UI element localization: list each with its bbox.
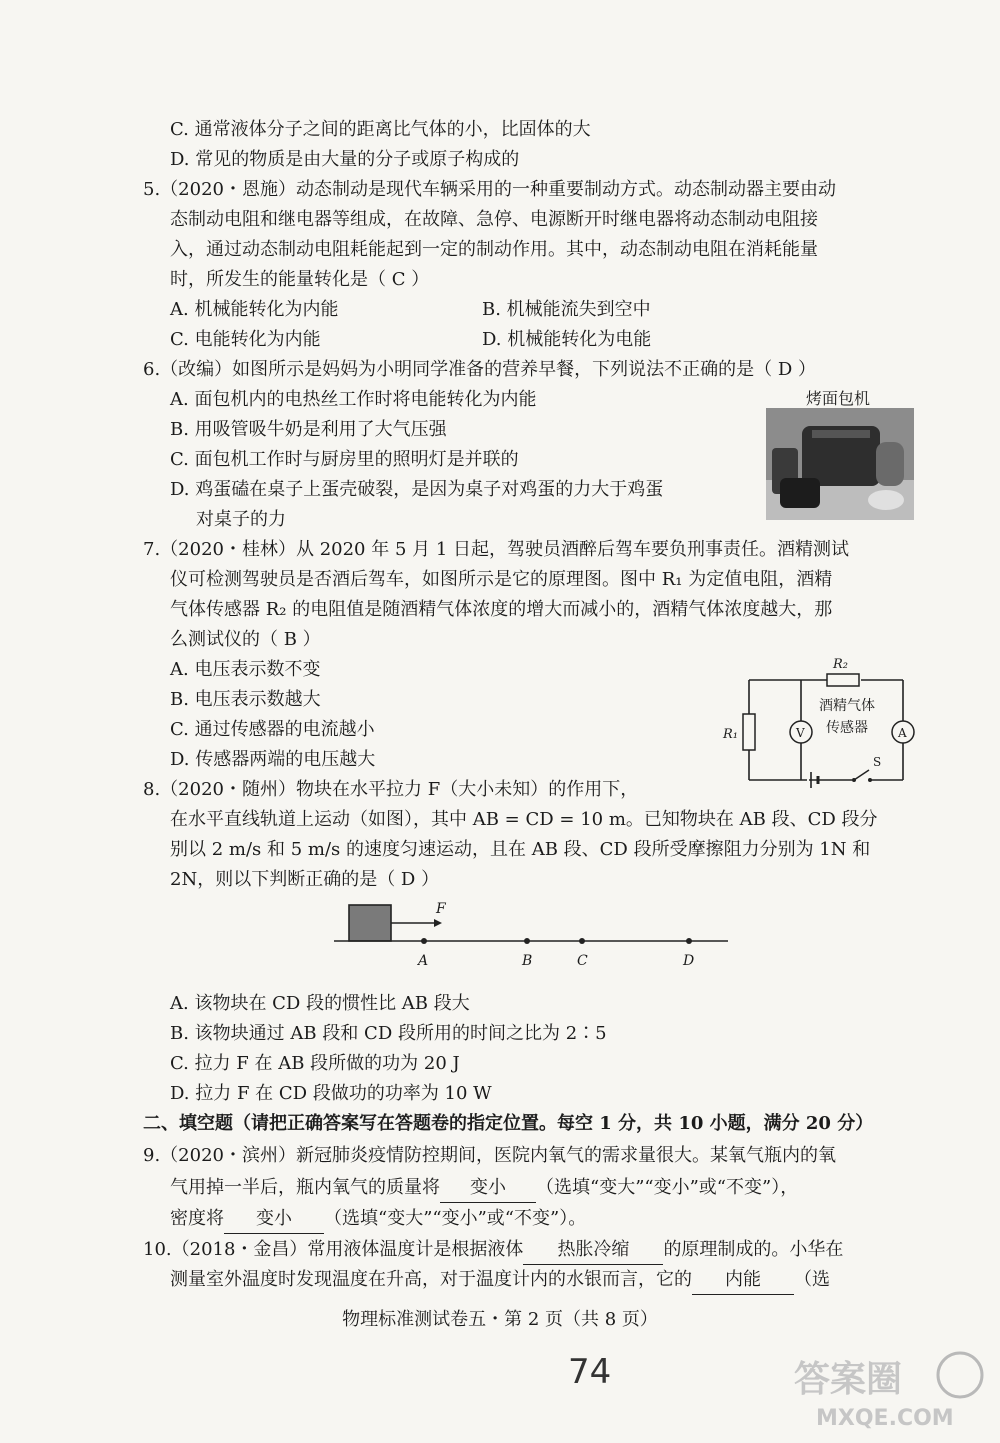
q7-stem-4: 么测试仪的（ B ） [170, 629, 321, 650]
q7-stem-2: 仪可检测驾驶员是否酒后驾车，如图所示是它的原理图。图中 R₁ 为定值电阻，酒精 [170, 569, 833, 590]
q8-option-b: B. 该物块通过 AB 段和 CD 段所用的时间之比为 2∶5 [170, 1023, 607, 1044]
q6-option-b: B. 用吸管吸牛奶是利用了大气压强 [170, 419, 447, 440]
q5-stem-4: 时，所发生的能量转化是（ C ） [170, 269, 430, 290]
q9-text: （选填“变大”“变小”或“不变”）。 [324, 1208, 587, 1229]
q7-option-b: B. 电压表示数越大 [170, 689, 321, 710]
r2-resistor [827, 674, 859, 686]
switch-contact-right [868, 778, 872, 782]
q6-option-d: D. 鸡蛋磕在桌子上蛋壳破裂，是因为桌子对鸡蛋的力大于鸡蛋 [170, 479, 664, 500]
block [349, 905, 391, 941]
ammeter-label: A [898, 726, 907, 740]
point-c [579, 938, 585, 944]
q9-answer-blank-1: 变小 [440, 1174, 536, 1203]
switch-label: S [873, 755, 882, 769]
q5-option-b: B. 机械能流失到空中 [482, 299, 651, 320]
section-fill-in-title: 二、填空题（请把正确答案写在答题卷的指定位置。每空 1 分，共 10 小题，满分 20 分） [143, 1113, 874, 1134]
q6-option-a: A. 面包机内的电热丝工作时将电能转化为内能 [170, 389, 537, 410]
point-b-label: B [522, 953, 533, 969]
q5-option-c: C. 电能转化为内能 [170, 329, 321, 350]
r1-resistor [743, 714, 755, 750]
q9-text: 气用掉一半后，瓶内氧气的质量将 [170, 1177, 440, 1198]
q8-option-a: A. 该物块在 CD 段的惯性比 AB 段大 [170, 993, 470, 1014]
handwritten-page-number: 74 [568, 1352, 612, 1392]
q5-option-d: D. 机械能转化为电能 [482, 329, 652, 350]
q5-option-a: A. 机械能转化为内能 [170, 299, 339, 320]
toaster-photo [766, 408, 914, 520]
q5-stem-1: 5.（2020・恩施）动态制动是现代车辆采用的一种重要制动方式。动态制动器主要由动 [143, 179, 836, 200]
q8-option-d: D. 拉力 F 在 CD 段做功的功率为 10 W [170, 1083, 492, 1104]
q10-answer-blank-1: 热胀冷缩 [523, 1236, 663, 1265]
watermark-text-url: MXQE.COM [816, 1406, 954, 1431]
q4-option-d: D. 常见的物质是由大量的分子或原子构成的 [170, 149, 520, 170]
q7-option-a: A. 电压表示数不变 [170, 659, 321, 680]
q10-answer-blank-2: 内能 [692, 1266, 794, 1295]
r1-label: R₁ [723, 727, 738, 742]
track-diagram [330, 895, 740, 975]
point-d [686, 938, 692, 944]
point-a [421, 938, 427, 944]
q6-stem: 6.（改编）如图所示是妈妈为小明同学准备的营养早餐，下列说法不正确的是（ D ） [143, 359, 817, 380]
q5-stem-2: 态制动电阻和继电器等组成，在故障、急停、电源断开时继电器将动态制动电阻接 [170, 209, 818, 230]
q8-stem-3: 别以 2 m/s 和 5 m/s 的速度匀速运动，且在 AB 段、CD 段所受摩擦阻力分别为 1N 和 [170, 839, 871, 860]
q5-stem-3: 入，通过动态制动电阻耗能起到一定的制动作用。其中，动态制动电阻在消耗能量 [170, 239, 818, 260]
toaster-illustration [766, 408, 914, 520]
q10-text: 的原理制成的。小华在 [663, 1239, 844, 1260]
force-arrowhead [434, 919, 442, 927]
q10-text: 10.（2018・金昌）常用液体温度计是根据液体 [143, 1239, 524, 1260]
watermark-logo [788, 1345, 988, 1435]
q7-stem-3: 气体传感器 R₂ 的电阻值是随酒精气体浓度的增大而减小的，酒精气体浓度越大，那 [170, 599, 833, 620]
q8-option-c: C. 拉力 F 在 AB 段所做的功为 20 J [170, 1053, 460, 1074]
sensor-label-2: 传感器 [826, 720, 868, 736]
q8-stem-1: 8.（2020・随州）物块在水平拉力 F（大小未知）的作用下， [143, 779, 639, 800]
q6-option-c: C. 面包机工作时与厨房里的照明灯是并联的 [170, 449, 519, 470]
force-label: F [436, 901, 446, 917]
q4-option-c: C. 通常液体分子之间的距离比气体的小，比固体的大 [170, 119, 591, 140]
q9-stem-1: 9.（2020・滨州）新冠肺炎疫情防控期间，医院内氧气的需求量很大。某氧气瓶内的氧 [143, 1145, 836, 1166]
point-b [524, 938, 530, 944]
point-c-label: C [577, 953, 588, 969]
q9-text: （选填“变大”“变小”或“不变”）， [536, 1177, 799, 1198]
q10-text: 测量室外温度时发现温度在升高，对于温度计内的水银而言，它的 [170, 1269, 692, 1290]
q9-stem-2 [170, 1174, 798, 1203]
q9-stem-3 [170, 1205, 586, 1234]
page-footer: 物理标准测试卷五・第 2 页（共 8 页） [342, 1309, 658, 1330]
watermark-text-cn: 答案圈 [794, 1359, 903, 1400]
q10-text: （选 [794, 1269, 830, 1290]
q7-option-d: D. 传感器两端的电压越大 [170, 749, 376, 770]
q8-stem-4: 2N，则以下判断正确的是（ D ） [170, 869, 440, 890]
point-d-label: D [683, 953, 695, 969]
toaster-caption: 烤面包机 [806, 389, 871, 408]
q10-stem-2 [170, 1266, 830, 1295]
r2-label: R₂ [833, 657, 848, 672]
alcohol-tester-circuit [715, 652, 925, 792]
q10-stem-1 [143, 1236, 843, 1265]
q7-stem-1: 7.（2020・桂林）从 2020 年 5 月 1 日起，驾驶员酒醉后驾车要负刑事责任。酒精测试 [143, 539, 850, 560]
q9-answer-blank-2: 变小 [224, 1205, 324, 1234]
point-a-label: A [418, 953, 429, 969]
q8-stem-2: 在水平直线轨道上运动（如图），其中 AB = CD = 10 m。已知物块在 AB 段、CD 段分 [170, 809, 878, 830]
sensor-label-1: 酒精气体 [819, 698, 875, 714]
q9-text: 密度将 [170, 1208, 224, 1229]
voltmeter-label: V [796, 726, 805, 740]
q7-option-c: C. 通过传感器的电流越小 [170, 719, 375, 740]
q6-option-d-cont: 对桌子的力 [196, 509, 286, 530]
